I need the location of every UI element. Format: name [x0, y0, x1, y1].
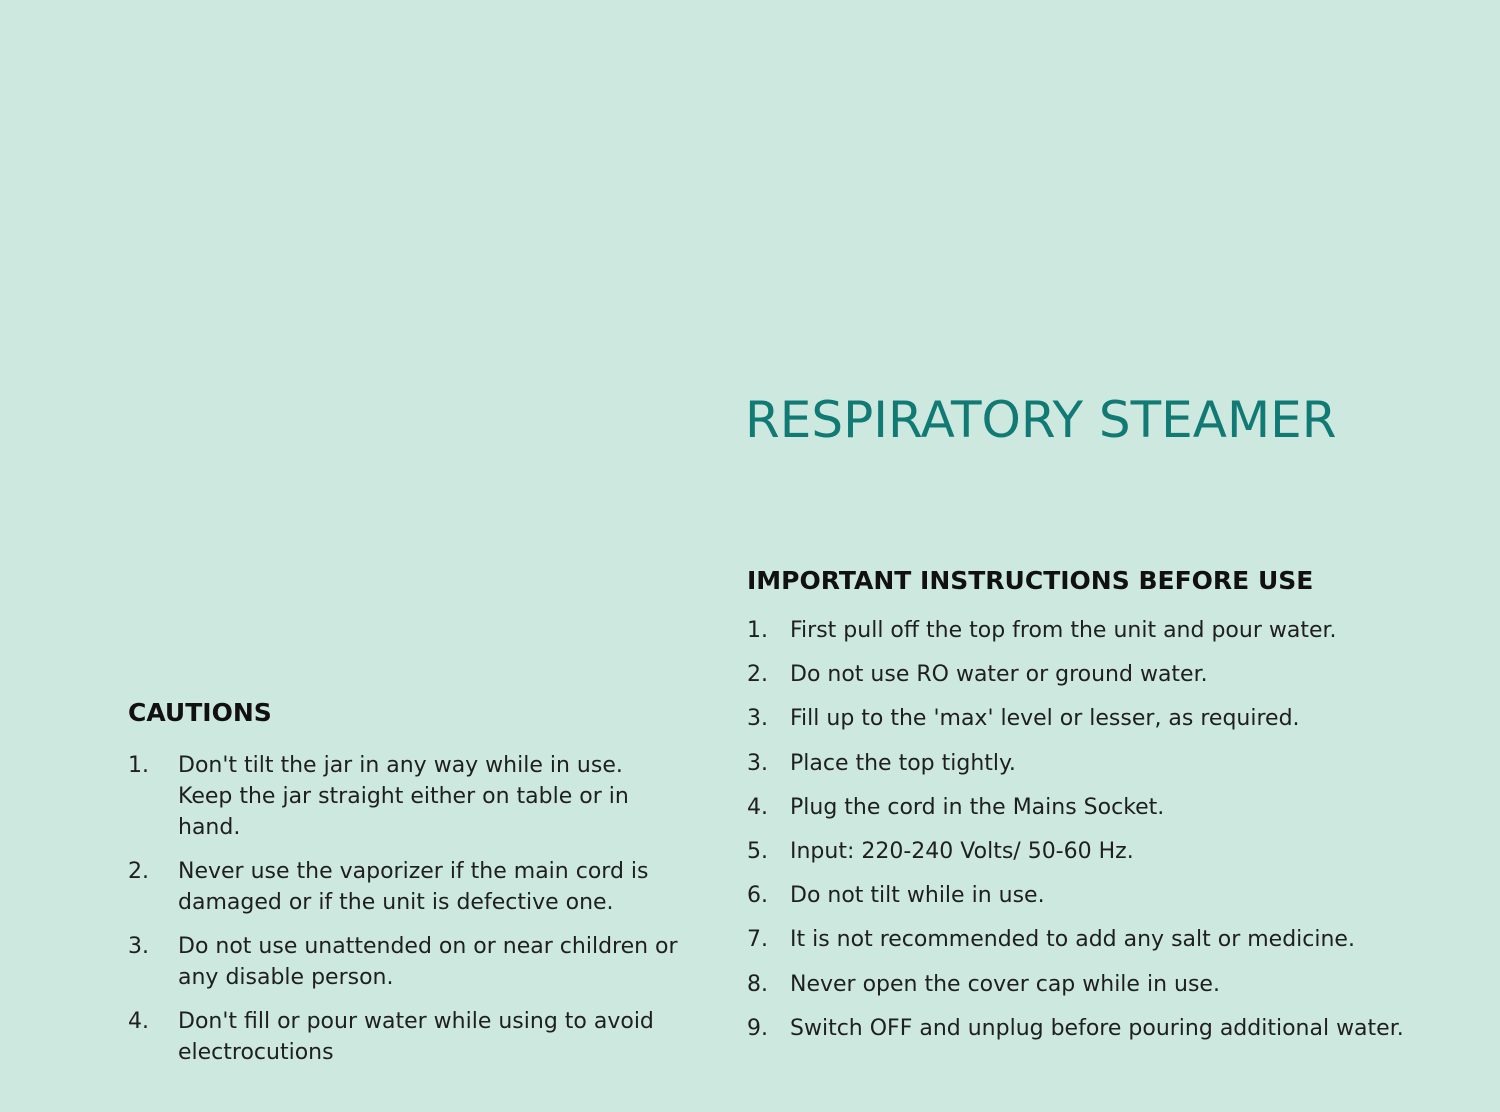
instruction-item-text: Do not tilt while in use. [790, 883, 1045, 909]
instruction-item-text: Fill up to the 'max' level or lesser, as required. [790, 706, 1300, 732]
cautions-section [128, 694, 708, 1081]
caution-item-number: 1. [128, 753, 149, 778]
caution-item [128, 856, 708, 918]
caution-item [128, 1006, 708, 1068]
caution-item [128, 750, 708, 843]
instruction-item-text: It is not recommended to add any salt or medicine. [790, 927, 1355, 953]
instruction-item [747, 609, 1487, 653]
instructions-list [747, 609, 1487, 1051]
instruction-item-text: Switch OFF and unplug before pouring additional water. [790, 1015, 1404, 1041]
instruction-item-number: 3. [747, 706, 768, 732]
cautions-list [128, 750, 708, 1068]
caution-item-text: Do not use unattended on or near children or any disable person. [178, 934, 678, 990]
instruction-item [747, 742, 1487, 786]
instruction-item [747, 874, 1487, 918]
instruction-item [747, 653, 1487, 697]
instruction-item-text: Never open the cover cap while in use. [790, 971, 1220, 997]
cautions-heading: CAUTIONS [128, 698, 272, 727]
instructions-heading: IMPORTANT INSTRUCTIONS BEFORE USE [747, 566, 1314, 595]
instruction-item-number: 2. [747, 662, 768, 688]
caution-item [128, 931, 708, 993]
product-title: RESPIRATORY STEAMER [745, 391, 1337, 449]
instruction-item [747, 786, 1487, 830]
instructions-section [747, 561, 1487, 1051]
caution-item-text: Don't tilt the jar in any way while in use. Keep the jar straight either on table or in hand. [178, 753, 629, 840]
instruction-item-text: First pull off the top from the unit and pour water. [790, 618, 1337, 643]
instruction-item-number: 7. [747, 927, 768, 953]
instruction-item [747, 918, 1487, 962]
instruction-item-number: 3. [747, 750, 768, 776]
instruction-item [747, 697, 1487, 741]
instruction-item-number: 5. [747, 838, 768, 864]
caution-item-number: 3. [128, 934, 149, 959]
instruction-item-number: 4. [747, 794, 768, 820]
caution-item-text: Never use the vaporizer if the main cord is damaged or if the unit is defective one. [178, 859, 649, 915]
caution-item-number: 2. [128, 859, 149, 884]
caution-item-text: Don't fill or pour water while using to avoid electrocutions [178, 1009, 654, 1065]
instruction-item-number: 1. [747, 618, 768, 643]
instruction-item-text: Input: 220-240 Volts/ 50-60 Hz. [790, 838, 1134, 864]
instruction-item-text: Place the top tightly. [790, 750, 1016, 776]
instruction-item [747, 963, 1487, 1007]
instruction-item-text: Do not use RO water or ground water. [790, 662, 1208, 688]
instruction-item [747, 1007, 1487, 1051]
instruction-item [747, 830, 1487, 874]
instruction-item-number: 9. [747, 1015, 768, 1041]
instruction-item-text: Plug the cord in the Mains Socket. [790, 794, 1165, 820]
instruction-item-number: 8. [747, 971, 768, 997]
caution-item-number: 4. [128, 1009, 149, 1034]
instruction-item-number: 6. [747, 883, 768, 909]
